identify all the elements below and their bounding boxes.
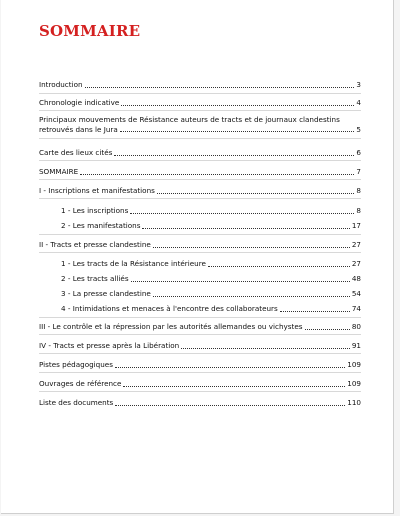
dot-leader (280, 311, 350, 312)
toc-page-number: 54 (351, 289, 361, 298)
dot-leader (208, 266, 350, 267)
dot-leader (142, 228, 349, 229)
toc-entry-introduction[interactable] (39, 80, 361, 90)
toc-entry-carte[interactable] (39, 148, 361, 158)
toc-entry-sommaire[interactable] (39, 167, 361, 177)
toc-entry-chronologie[interactable] (39, 98, 361, 108)
toc-page-number: 17 (351, 221, 361, 230)
toc-page-number: 91 (351, 341, 361, 350)
toc-page-number: 74 (351, 304, 361, 313)
divider (39, 160, 361, 161)
dot-leader (153, 296, 350, 297)
toc-entry-label: Chronologie indicative (39, 98, 120, 107)
divider (39, 138, 361, 139)
toc-entry-liste[interactable] (39, 398, 361, 408)
divider (39, 372, 361, 373)
dot-leader (123, 386, 345, 387)
divider (39, 391, 361, 392)
dot-leader (130, 213, 354, 214)
toc-page-number: 8 (356, 206, 361, 215)
dot-leader (131, 281, 350, 282)
toc-entry-label: Liste des documents (39, 398, 114, 407)
dot-leader (115, 367, 345, 368)
toc-page-number: 109 (347, 379, 361, 388)
toc-entry-label: Pistes pédagogiques (39, 360, 113, 369)
dot-leader (114, 155, 354, 156)
toc-entry-2-3[interactable] (39, 289, 361, 299)
toc-entry-label: Introduction (39, 80, 83, 89)
toc-page-number: 109 (347, 360, 361, 369)
dot-leader (115, 405, 345, 406)
divider (39, 317, 361, 318)
toc-entry-label: 2 - Les manifestations (61, 221, 141, 230)
dot-leader (157, 193, 355, 194)
toc-page-number: 48 (351, 274, 361, 283)
toc-entry-ouvrages[interactable] (39, 379, 361, 389)
toc-entry-label: 1 - Les inscriptions (61, 206, 129, 215)
toc-entry-part-3[interactable] (39, 322, 361, 332)
toc-entry-label: SOMMAIRE (39, 167, 79, 176)
toc-page-number: 27 (351, 240, 361, 249)
toc-page-number: 8 (356, 186, 361, 195)
toc-entry-2-2[interactable] (39, 274, 361, 284)
toc-page-number: 110 (347, 398, 361, 407)
divider (39, 110, 361, 111)
divider (39, 93, 361, 94)
toc-page-number: 80 (351, 322, 361, 331)
divider (39, 252, 361, 253)
toc-entry-mouvements[interactable] (39, 115, 361, 134)
toc-entry-label: Principaux mouvements de Résistance auteurs de tracts et de journaux clandestins (39, 115, 340, 124)
toc-entry-label: III - Le contrôle et la répression par les autorités allemandes ou vichystes (39, 322, 303, 331)
dot-leader (153, 247, 350, 248)
divider (39, 334, 361, 335)
toc-entry-part-4[interactable] (39, 341, 361, 351)
dot-leader (80, 174, 354, 175)
toc-entry-1-1[interactable] (39, 206, 361, 216)
toc-entry-label: II - Tracts et presse clandestine (39, 240, 151, 249)
toc-page-number: 3 (356, 80, 361, 89)
toc-entry-label: 1 - Les tracts de la Résistance intérieure (61, 259, 206, 268)
toc-entry-label: Carte des lieux cités (39, 148, 113, 157)
toc-entry-label-cont: retrouvés dans le Jura (39, 124, 118, 134)
page-title: SOMMAIRE (39, 22, 141, 40)
divider (39, 353, 361, 354)
divider (39, 198, 361, 199)
toc-entry-label: 2 - Les tracts alliés (61, 274, 129, 283)
toc-entry-part-1[interactable] (39, 186, 361, 196)
dot-leader (85, 87, 355, 88)
divider (39, 179, 361, 180)
toc-page-number: 27 (351, 259, 361, 268)
toc-entry-2-4[interactable] (39, 304, 361, 314)
dot-leader (121, 105, 354, 106)
toc-entry-label: 4 - Intimidations et menaces à l'encontre des collaborateurs (61, 304, 278, 313)
dot-leader (181, 348, 350, 349)
toc-entry-2-1[interactable] (39, 259, 361, 269)
divider (39, 234, 361, 235)
dot-leader (120, 131, 355, 132)
toc-page-number: 5 (356, 124, 361, 134)
document-page (1, 0, 394, 514)
toc-entry-label: I - Inscriptions et manifestations (39, 186, 155, 195)
toc-page-number: 4 (356, 98, 361, 107)
toc-entry-part-2[interactable] (39, 240, 361, 250)
toc-entry-1-2[interactable] (39, 221, 361, 231)
toc-entry-pistes[interactable] (39, 360, 361, 370)
toc-entry-label: Ouvrages de référence (39, 379, 122, 388)
dot-leader (305, 329, 350, 330)
toc-entry-label: 3 - La presse clandestine (61, 289, 151, 298)
toc-page-number: 7 (356, 167, 361, 176)
toc-entry-label: IV - Tracts et presse après la Libération (39, 341, 180, 350)
toc-page-number: 6 (356, 148, 361, 157)
